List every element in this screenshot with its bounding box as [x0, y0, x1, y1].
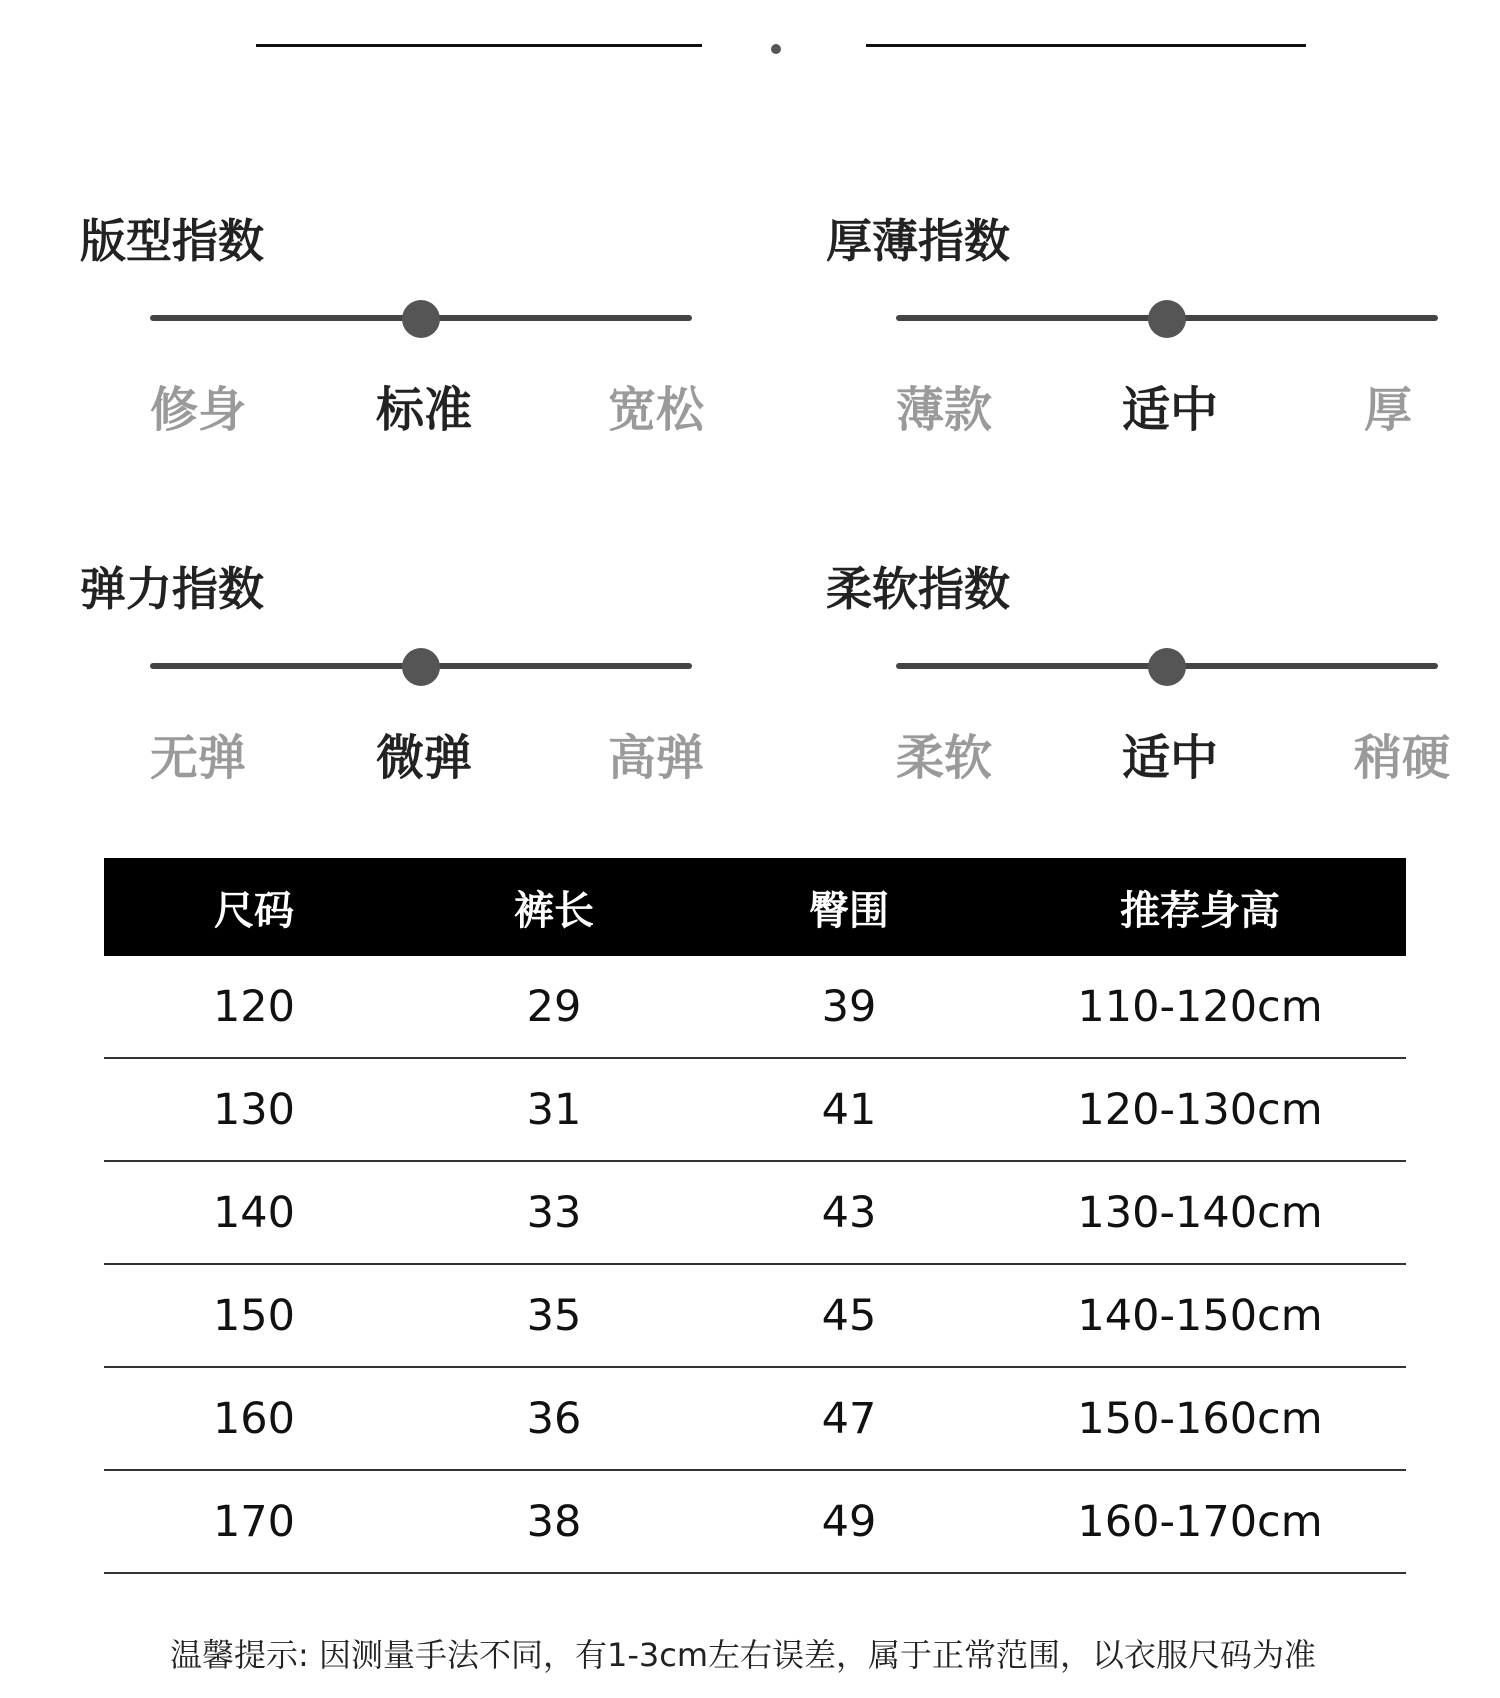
table-row — [104, 1058, 1406, 1161]
header-divider-right — [866, 44, 1306, 47]
cell-pants-length: 36 — [404, 1367, 704, 1470]
softness-option-firm: 稍硬 — [1354, 730, 1451, 786]
table-row — [104, 1470, 1406, 1573]
measurement-note: 温馨提示: 因测量手法不同，有1-3cm左右误差，属于正常范围，以衣服尺码为准 — [170, 1636, 1316, 1674]
cell-hip: 43 — [704, 1161, 994, 1264]
table-row — [104, 1161, 1406, 1264]
cell-recommended-height: 120-130cm — [994, 1058, 1406, 1161]
header-divider-dot — [771, 44, 781, 54]
header-size: 尺码 — [104, 858, 404, 956]
cell-pants-length: 31 — [404, 1058, 704, 1161]
cell-recommended-height: 140-150cm — [994, 1264, 1406, 1367]
header-pants-length: 裤长 — [404, 858, 704, 956]
cell-size: 120 — [104, 956, 404, 1058]
softness-option-soft: 柔软 — [896, 730, 993, 786]
table-row — [104, 1367, 1406, 1470]
cell-pants-length: 33 — [404, 1161, 704, 1264]
header-hip: 臀围 — [704, 858, 994, 956]
cell-recommended-height: 160-170cm — [994, 1470, 1406, 1573]
fit-option-slim: 修身 — [150, 382, 247, 438]
thickness-index — [826, 205, 1500, 465]
cell-size: 160 — [104, 1367, 404, 1470]
cell-hip: 45 — [704, 1264, 994, 1367]
size-table-header-row — [104, 858, 1406, 956]
cell-size: 140 — [104, 1161, 404, 1264]
fit-index — [80, 205, 780, 465]
cell-pants-length: 35 — [404, 1264, 704, 1367]
cell-hip: 47 — [704, 1367, 994, 1470]
fit-index-knob — [402, 300, 440, 338]
thickness-option-medium: 适中 — [1122, 382, 1219, 438]
elasticity-index-title: 弹力指数 — [80, 562, 264, 616]
softness-index-knob — [1148, 648, 1186, 686]
cell-hip: 41 — [704, 1058, 994, 1161]
cell-recommended-height: 110-120cm — [994, 956, 1406, 1058]
table-row — [104, 956, 1406, 1058]
thickness-option-thick: 厚 — [1364, 382, 1413, 438]
softness-option-medium: 适中 — [1122, 730, 1219, 786]
cell-hip: 39 — [704, 956, 994, 1058]
fit-option-loose: 宽松 — [608, 382, 705, 438]
thickness-index-knob — [1148, 300, 1186, 338]
elasticity-option-slight: 微弹 — [376, 730, 473, 786]
cell-recommended-height: 150-160cm — [994, 1367, 1406, 1470]
cell-pants-length: 38 — [404, 1470, 704, 1573]
elasticity-index-knob — [402, 648, 440, 686]
fit-option-standard: 标准 — [376, 382, 473, 438]
cell-hip: 49 — [704, 1470, 994, 1573]
header-recommended-height: 推荐身高 — [994, 858, 1406, 956]
size-table — [104, 858, 1406, 1574]
cell-size: 130 — [104, 1058, 404, 1161]
thickness-option-thin: 薄款 — [896, 382, 993, 438]
fit-index-title: 版型指数 — [80, 214, 264, 268]
softness-index-title: 柔软指数 — [826, 562, 1010, 616]
elasticity-option-high: 高弹 — [608, 730, 705, 786]
table-row — [104, 1264, 1406, 1367]
cell-size: 150 — [104, 1264, 404, 1367]
softness-index — [826, 553, 1500, 813]
cell-recommended-height: 130-140cm — [994, 1161, 1406, 1264]
thickness-index-title: 厚薄指数 — [826, 214, 1010, 268]
cell-size: 170 — [104, 1470, 404, 1573]
header-divider-left — [256, 44, 702, 47]
elasticity-option-none: 无弹 — [150, 730, 247, 786]
elasticity-index — [80, 553, 780, 813]
cell-pants-length: 29 — [404, 956, 704, 1058]
